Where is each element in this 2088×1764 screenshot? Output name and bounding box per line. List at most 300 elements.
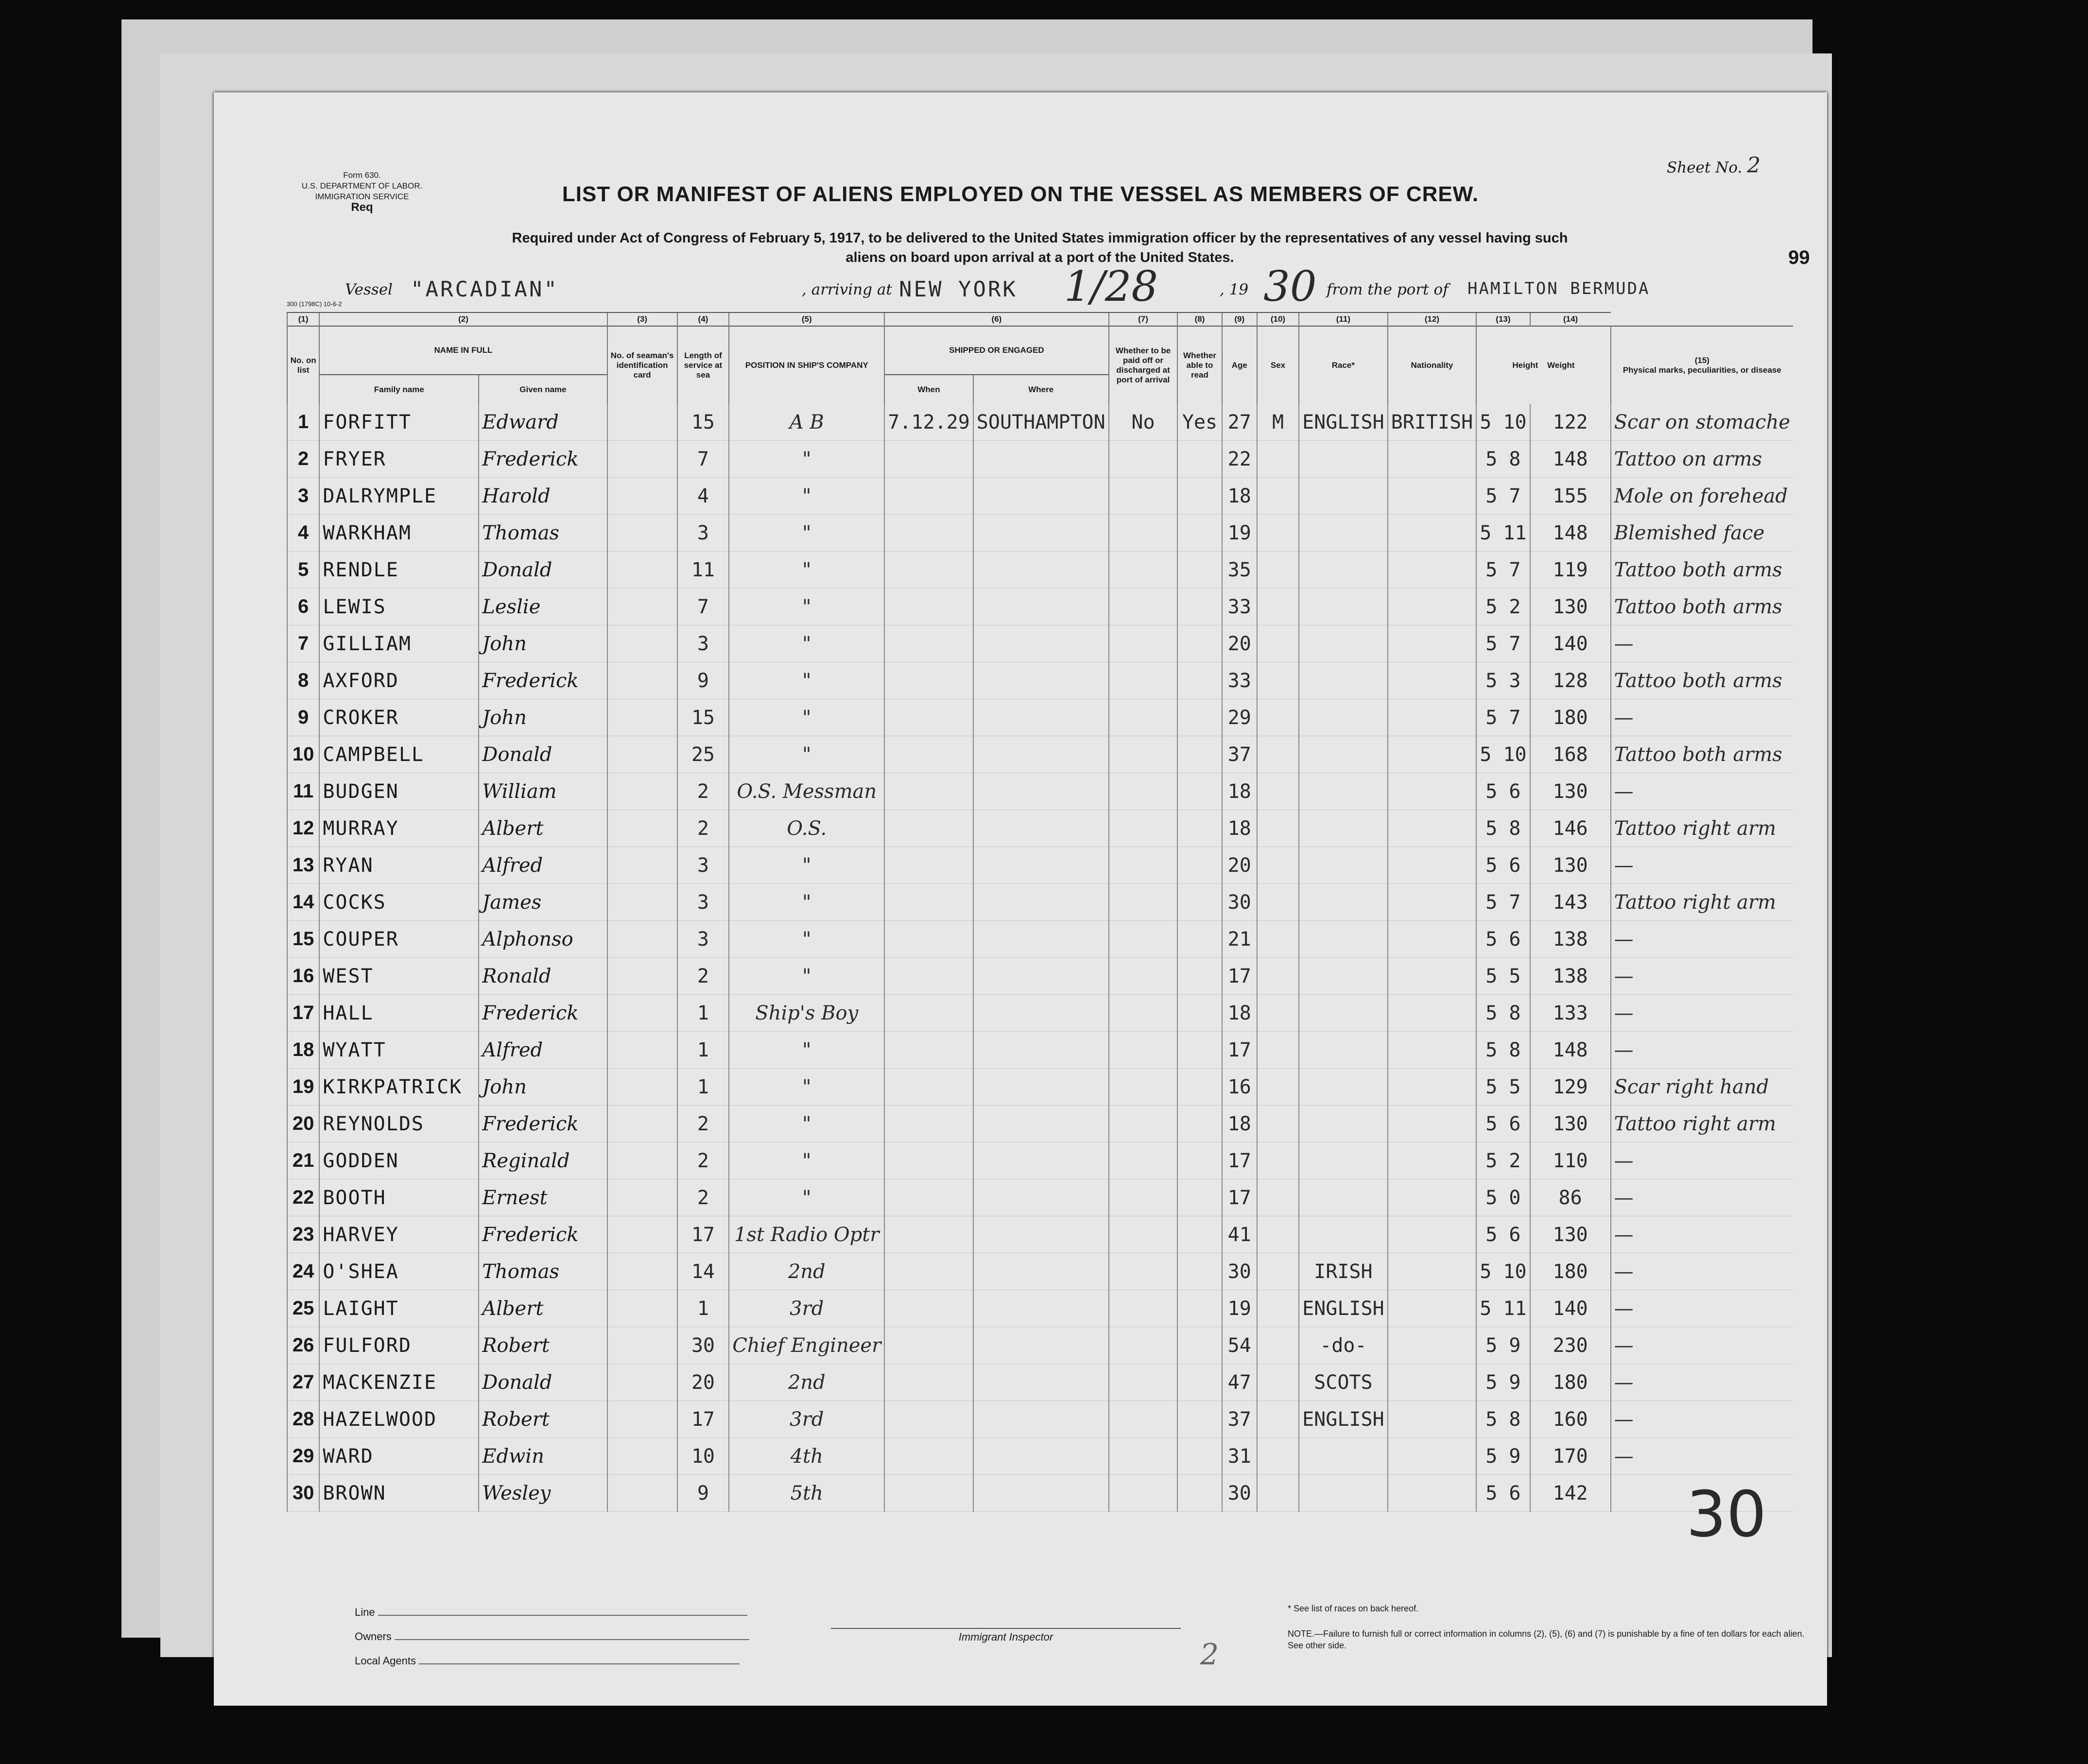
family-name-cell: BUDGEN — [319, 773, 479, 810]
physical-marks-cell: Tattoo both arms — [1611, 552, 1793, 588]
position-cell: " — [729, 441, 884, 478]
family-name-cell: FULFORD — [319, 1327, 479, 1364]
age-cell: 47 — [1222, 1364, 1257, 1401]
seaman-id-cell — [607, 1253, 677, 1290]
nationality-cell — [1388, 995, 1477, 1032]
length-of-service-cell: 30 — [677, 1327, 729, 1364]
physical-marks-cell: Tattoo right arm — [1611, 810, 1793, 847]
sex-cell — [1257, 515, 1299, 552]
able-to-read-cell — [1177, 810, 1222, 847]
shipped-when-cell — [884, 699, 973, 736]
position-cell: 5th — [729, 1475, 884, 1512]
shipped-when-cell — [884, 736, 973, 773]
given-name-cell: Wesley — [479, 1475, 607, 1512]
seaman-id-cell — [607, 773, 677, 810]
paid-off-cell — [1109, 1364, 1178, 1401]
shipped-where-cell — [973, 1216, 1109, 1253]
header-age: Age — [1222, 326, 1257, 404]
able-to-read-cell — [1177, 478, 1222, 515]
family-name-cell: COCKS — [319, 884, 479, 921]
shipped-where-cell — [973, 699, 1109, 736]
family-name-cell: WARKHAM — [319, 515, 479, 552]
table-row — [287, 699, 1793, 736]
sheet-number — [1667, 153, 1760, 178]
table-row — [287, 810, 1793, 847]
given-name-cell: Frederick — [479, 441, 607, 478]
height-cell: 5 7 — [1476, 884, 1530, 921]
height-cell: 5 2 — [1476, 588, 1530, 625]
family-name-cell: LEWIS — [319, 588, 479, 625]
vessel-line — [287, 262, 1793, 311]
height-cell: 5 5 — [1476, 958, 1530, 995]
seaman-id-cell — [607, 404, 677, 441]
weight-cell: 168 — [1530, 736, 1611, 773]
position-cell: 3rd — [729, 1290, 884, 1327]
race-cell — [1299, 662, 1388, 699]
position-cell: O.S. Messman — [729, 773, 884, 810]
physical-marks-cell: — — [1611, 1364, 1793, 1401]
col-14-num: (14) — [1530, 312, 1611, 326]
weight-cell: 140 — [1530, 625, 1611, 662]
penalty-note: NOTE.—Failure to furnish full or correct information in columns (2), (5), (6) and (7) is punishable by a fine of ten dollars for each alien. See other side. — [1288, 1629, 1805, 1650]
shipped-where-cell — [973, 1475, 1109, 1512]
race-cell: ENGLISH — [1299, 404, 1388, 441]
paid-off-cell — [1109, 958, 1178, 995]
position-cell: " — [729, 736, 884, 773]
given-name-cell: Thomas — [479, 515, 607, 552]
height-cell: 5 7 — [1476, 699, 1530, 736]
seaman-id-cell — [607, 995, 677, 1032]
age-cell: 30 — [1222, 1253, 1257, 1290]
shipped-when-cell — [884, 1069, 973, 1106]
nationality-cell — [1388, 884, 1477, 921]
race-cell — [1299, 1032, 1388, 1069]
shipped-where-cell — [973, 1106, 1109, 1142]
weight-cell: 180 — [1530, 1364, 1611, 1401]
sex-cell — [1257, 699, 1299, 736]
service-label: IMMIGRATION SERVICE — [315, 192, 409, 201]
row-number-cell: 10 — [287, 736, 319, 773]
age-cell: 30 — [1222, 1475, 1257, 1512]
sex-cell — [1257, 1179, 1299, 1216]
table-body — [287, 404, 1793, 1512]
shipped-where-cell — [973, 662, 1109, 699]
position-cell: " — [729, 515, 884, 552]
weight-cell: 128 — [1530, 662, 1611, 699]
arriving-value: NEW YORK — [899, 277, 1018, 302]
able-to-read-cell — [1177, 1069, 1222, 1106]
able-to-read-cell — [1177, 662, 1222, 699]
race-cell: ENGLISH — [1299, 1290, 1388, 1327]
table-row — [287, 1364, 1793, 1401]
position-cell: " — [729, 884, 884, 921]
table-row — [287, 1216, 1793, 1253]
shipped-where-cell — [973, 625, 1109, 662]
given-name-cell: Donald — [479, 736, 607, 773]
seaman-id-cell — [607, 552, 677, 588]
header-position: POSITION IN SHIP'S COMPANY — [729, 326, 884, 404]
row-number-cell: 24 — [287, 1253, 319, 1290]
shipped-when-cell — [884, 1290, 973, 1327]
shipped-where-cell — [973, 921, 1109, 958]
position-cell: " — [729, 625, 884, 662]
length-of-service-cell: 4 — [677, 478, 729, 515]
shipped-when-cell — [884, 921, 973, 958]
able-to-read-cell — [1177, 1216, 1222, 1253]
family-name-cell: DALRYMPLE — [319, 478, 479, 515]
shipped-when-cell — [884, 1475, 973, 1512]
table-row — [287, 1475, 1793, 1512]
shipped-when-cell — [884, 662, 973, 699]
seaman-id-cell — [607, 1069, 677, 1106]
col-2-num: (2) — [319, 312, 607, 326]
age-cell: 19 — [1222, 1290, 1257, 1327]
physical-marks-cell: — — [1611, 1438, 1793, 1475]
sex-cell — [1257, 1438, 1299, 1475]
sex-cell — [1257, 1475, 1299, 1512]
weight-cell: 160 — [1530, 1401, 1611, 1438]
able-to-read-cell — [1177, 588, 1222, 625]
arriving-label: , arriving at — [802, 281, 892, 298]
footer-agents-label: Local Agents — [355, 1655, 416, 1667]
family-name-cell: LAIGHT — [319, 1290, 479, 1327]
paid-off-cell: No — [1109, 404, 1178, 441]
physical-marks-cell: — — [1611, 995, 1793, 1032]
height-cell: 5 9 — [1476, 1327, 1530, 1364]
given-name-cell: Reginald — [479, 1142, 607, 1179]
family-name-cell: HALL — [319, 995, 479, 1032]
header-height-weight — [1476, 326, 1610, 404]
subtitle — [335, 228, 1744, 267]
seaman-id-cell — [607, 1179, 677, 1216]
able-to-read-cell — [1177, 625, 1222, 662]
paid-off-cell — [1109, 1032, 1178, 1069]
position-cell: Chief Engineer — [729, 1327, 884, 1364]
sex-cell — [1257, 588, 1299, 625]
length-of-service-cell: 2 — [677, 1142, 729, 1179]
header-family-name: Family name — [319, 375, 479, 404]
shipped-when-cell — [884, 773, 973, 810]
row-number-cell: 17 — [287, 995, 319, 1032]
age-cell: 18 — [1222, 810, 1257, 847]
form-number: Form 630. — [343, 171, 381, 180]
race-cell — [1299, 847, 1388, 884]
given-name-cell: Alphonso — [479, 921, 607, 958]
sheet-value: 2 — [1747, 153, 1761, 178]
age-cell: 33 — [1222, 662, 1257, 699]
shipped-where-cell — [973, 515, 1109, 552]
nationality-cell — [1388, 1253, 1477, 1290]
family-name-cell: WEST — [319, 958, 479, 995]
header-able-read: Whether able to read — [1177, 326, 1222, 404]
form-code: 300 (1798C) 10-6-2 — [287, 300, 342, 308]
col-13-num: (13) — [1476, 312, 1530, 326]
col-8-num: (8) — [1177, 312, 1222, 326]
shipped-when-cell — [884, 1106, 973, 1142]
subtitle-line-2: aliens on board upon arrival at a port of the United States. — [846, 250, 1234, 265]
seaman-id-cell — [607, 1216, 677, 1253]
physical-marks-cell: — — [1611, 1327, 1793, 1364]
paid-off-cell — [1109, 1069, 1178, 1106]
paid-off-cell — [1109, 478, 1178, 515]
age-cell: 19 — [1222, 515, 1257, 552]
nationality-cell — [1388, 1142, 1477, 1179]
seaman-id-cell — [607, 1401, 677, 1438]
paid-off-cell — [1109, 1475, 1178, 1512]
family-name-cell: WYATT — [319, 1032, 479, 1069]
length-of-service-cell: 15 — [677, 404, 729, 441]
position-cell: 1st Radio Optr — [729, 1216, 884, 1253]
paid-off-cell — [1109, 884, 1178, 921]
header-weight: Weight — [1547, 360, 1575, 370]
nationality-cell — [1388, 1216, 1477, 1253]
nationality-cell — [1388, 1438, 1477, 1475]
seaman-id-cell — [607, 736, 677, 773]
paid-off-cell — [1109, 699, 1178, 736]
shipped-where-cell — [973, 441, 1109, 478]
given-name-cell: Frederick — [479, 1106, 607, 1142]
shipped-when-cell — [884, 1142, 973, 1179]
position-cell: " — [729, 1142, 884, 1179]
length-of-service-cell: 25 — [677, 736, 729, 773]
able-to-read-cell — [1177, 1327, 1222, 1364]
shipped-where-cell — [973, 1069, 1109, 1106]
race-cell — [1299, 884, 1388, 921]
col-7-num: (7) — [1109, 312, 1178, 326]
age-cell: 18 — [1222, 478, 1257, 515]
weight-cell: 180 — [1530, 1253, 1611, 1290]
given-name-cell: Albert — [479, 810, 607, 847]
given-name-cell: John — [479, 699, 607, 736]
shipped-where-cell — [973, 1327, 1109, 1364]
shipped-when-cell — [884, 1179, 973, 1216]
row-number-cell: 2 — [287, 441, 319, 478]
header-given-name: Given name — [479, 375, 607, 404]
shipped-when-cell — [884, 552, 973, 588]
row-number-cell: 9 — [287, 699, 319, 736]
able-to-read-cell — [1177, 736, 1222, 773]
seaman-id-cell — [607, 1438, 677, 1475]
given-name-cell: Robert — [479, 1327, 607, 1364]
shipped-where-cell — [973, 1290, 1109, 1327]
seaman-id-cell — [607, 1142, 677, 1179]
length-of-service-cell: 9 — [677, 1475, 729, 1512]
paid-off-cell — [1109, 662, 1178, 699]
paid-off-cell — [1109, 1401, 1178, 1438]
able-to-read-cell — [1177, 995, 1222, 1032]
age-cell: 21 — [1222, 921, 1257, 958]
family-name-cell: O'SHEA — [319, 1253, 479, 1290]
age-cell: 35 — [1222, 552, 1257, 588]
given-name-cell: Donald — [479, 1364, 607, 1401]
sex-cell — [1257, 1290, 1299, 1327]
nationality-cell — [1388, 515, 1477, 552]
row-number-cell: 8 — [287, 662, 319, 699]
height-cell: 5 6 — [1476, 1475, 1530, 1512]
race-cell — [1299, 810, 1388, 847]
family-name-cell: CAMPBELL — [319, 736, 479, 773]
physical-marks-cell: — — [1611, 1401, 1793, 1438]
seaman-id-cell — [607, 1290, 677, 1327]
height-cell: 5 8 — [1476, 441, 1530, 478]
height-cell: 5 7 — [1476, 478, 1530, 515]
row-number-cell: 13 — [287, 847, 319, 884]
shipped-when-cell — [884, 1253, 973, 1290]
paid-off-cell — [1109, 847, 1178, 884]
row-number-cell: 21 — [287, 1142, 319, 1179]
col-9-num: (9) — [1222, 312, 1257, 326]
row-number-cell: 27 — [287, 1364, 319, 1401]
row-number-cell: 25 — [287, 1290, 319, 1327]
seaman-id-cell — [607, 1364, 677, 1401]
height-cell: 5 6 — [1476, 773, 1530, 810]
height-cell: 5 2 — [1476, 1142, 1530, 1179]
height-cell: 5 8 — [1476, 995, 1530, 1032]
able-to-read-cell — [1177, 1032, 1222, 1069]
row-number-cell: 14 — [287, 884, 319, 921]
seaman-id-cell — [607, 515, 677, 552]
length-of-service-cell: 20 — [677, 1364, 729, 1401]
weight-cell: 122 — [1530, 404, 1611, 441]
nationality-cell — [1388, 1290, 1477, 1327]
race-cell — [1299, 995, 1388, 1032]
given-name-cell: Frederick — [479, 1216, 607, 1253]
paid-off-cell — [1109, 736, 1178, 773]
col-15-num: (15) — [1694, 355, 1709, 365]
sex-cell — [1257, 773, 1299, 810]
shipped-where-cell — [973, 1364, 1109, 1401]
physical-marks-cell: Scar on stomache — [1611, 404, 1793, 441]
position-cell: " — [729, 662, 884, 699]
shipped-where-cell — [973, 736, 1109, 773]
paid-off-cell — [1109, 1290, 1178, 1327]
vessel-label: Vessel — [345, 281, 393, 298]
row-number-cell: 7 — [287, 625, 319, 662]
table-row — [287, 847, 1793, 884]
stamp-text: Req — [351, 201, 373, 214]
length-of-service-cell: 10 — [677, 1438, 729, 1475]
position-cell: A B — [729, 404, 884, 441]
length-of-service-cell: 2 — [677, 1179, 729, 1216]
shipped-where-cell: SOUTHAMPTON — [973, 404, 1109, 441]
header-where: Where — [973, 375, 1109, 404]
race-cell — [1299, 773, 1388, 810]
length-of-service-cell: 3 — [677, 515, 729, 552]
length-of-service-cell: 3 — [677, 847, 729, 884]
given-name-cell: Frederick — [479, 995, 607, 1032]
col-6-num: (6) — [884, 312, 1108, 326]
age-cell: 20 — [1222, 847, 1257, 884]
race-cell — [1299, 478, 1388, 515]
table-row — [287, 404, 1793, 441]
given-name-cell: John — [479, 625, 607, 662]
weight-cell: 143 — [1530, 884, 1611, 921]
able-to-read-cell — [1177, 1106, 1222, 1142]
height-cell: 5 8 — [1476, 810, 1530, 847]
seaman-id-cell — [607, 958, 677, 995]
weight-cell: 138 — [1530, 921, 1611, 958]
shipped-when-cell — [884, 810, 973, 847]
shipped-where-cell — [973, 1032, 1109, 1069]
position-cell: " — [729, 478, 884, 515]
physical-marks-cell: Scar right hand — [1611, 1069, 1793, 1106]
nationality-cell — [1388, 847, 1477, 884]
row-number-cell: 29 — [287, 1438, 319, 1475]
weight-cell: 86 — [1530, 1179, 1611, 1216]
row-number-cell: 4 — [287, 515, 319, 552]
height-cell: 5 8 — [1476, 1401, 1530, 1438]
footer-line-field — [355, 1606, 747, 1619]
family-name-cell: RYAN — [319, 847, 479, 884]
physical-marks-cell: — — [1611, 1179, 1793, 1216]
physical-marks-cell: — — [1611, 1142, 1793, 1179]
position-cell: " — [729, 847, 884, 884]
family-name-cell: GODDEN — [319, 1142, 479, 1179]
height-cell: 5 8 — [1476, 1032, 1530, 1069]
paid-off-cell — [1109, 625, 1178, 662]
nationality-cell — [1388, 773, 1477, 810]
length-of-service-cell: 3 — [677, 921, 729, 958]
given-name-cell: Robert — [479, 1401, 607, 1438]
weight-cell: 130 — [1530, 773, 1611, 810]
table-row — [287, 1401, 1793, 1438]
given-name-cell: Albert — [479, 1290, 607, 1327]
able-to-read-cell — [1177, 1438, 1222, 1475]
race-cell — [1299, 552, 1388, 588]
shipped-where-cell — [973, 773, 1109, 810]
col-11-num: (11) — [1299, 312, 1388, 326]
physical-marks-cell: Mole on forehead — [1611, 478, 1793, 515]
height-cell: 5 5 — [1476, 1069, 1530, 1106]
weight-cell: 129 — [1530, 1069, 1611, 1106]
nationality-cell — [1388, 1401, 1477, 1438]
position-cell: " — [729, 958, 884, 995]
height-cell: 5 10 — [1476, 404, 1530, 441]
family-name-cell: AXFORD — [319, 662, 479, 699]
position-cell: 2nd — [729, 1253, 884, 1290]
col-3-num: (3) — [607, 312, 677, 326]
table-row — [287, 1438, 1793, 1475]
given-name-cell: Leslie — [479, 588, 607, 625]
position-cell: " — [729, 552, 884, 588]
table-row — [287, 441, 1793, 478]
table-row — [287, 1290, 1793, 1327]
length-of-service-cell: 15 — [677, 699, 729, 736]
shipped-where-cell — [973, 810, 1109, 847]
row-number-cell: 6 — [287, 588, 319, 625]
physical-marks-cell: — — [1611, 1032, 1793, 1069]
weight-cell: 146 — [1530, 810, 1611, 847]
shipped-when-cell — [884, 1032, 973, 1069]
given-name-cell: William — [479, 773, 607, 810]
length-of-service-cell: 7 — [677, 441, 729, 478]
seaman-id-cell — [607, 699, 677, 736]
shipped-when-cell — [884, 1327, 973, 1364]
able-to-read-cell — [1177, 1475, 1222, 1512]
family-name-cell: REYNOLDS — [319, 1106, 479, 1142]
sex-cell — [1257, 1069, 1299, 1106]
position-cell: " — [729, 921, 884, 958]
height-cell: 5 11 — [1476, 1290, 1530, 1327]
age-cell: 18 — [1222, 1106, 1257, 1142]
manifest-sheet — [214, 92, 1827, 1706]
physical-marks-cell: — — [1611, 847, 1793, 884]
weight-cell: 130 — [1530, 847, 1611, 884]
col-1-num: (1) — [287, 312, 319, 326]
height-cell: 5 10 — [1476, 736, 1530, 773]
header-length-service: Length of service at sea — [677, 326, 729, 404]
shipped-where-cell — [973, 884, 1109, 921]
